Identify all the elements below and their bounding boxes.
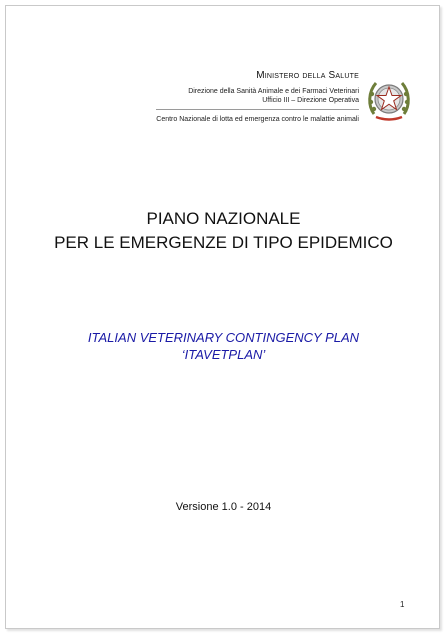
ministry-header — [156, 70, 359, 124]
ministry-name: Ministero della Salute — [256, 70, 359, 81]
document-subtitle — [0, 329, 447, 363]
page-number: 1 — [400, 600, 405, 609]
title-line-1: PIANO NAZIONALE — [146, 209, 301, 228]
office-name: Ufficio III – Direzione Operativa — [262, 97, 359, 104]
subtitle-line-2: ‘ITAVETPLAN’ — [181, 347, 266, 362]
italian-republic-emblem-icon — [364, 74, 414, 124]
version-label: Versione 1.0 - 2014 — [175, 501, 272, 513]
header-divider — [156, 109, 359, 110]
centre-name: Centro Nazionale di lotta ed emergenza contro le malattie animali — [156, 116, 359, 123]
directorate-name: Direzione della Sanità Animale e dei Farmaci Veterinari — [188, 88, 359, 95]
document-title — [0, 207, 447, 255]
subtitle-line-1: ITALIAN VETERINARY CONTINGENCY PLAN — [87, 330, 360, 345]
title-line-2: PER LE EMERGENZE DI TIPO EPIDEMICO — [54, 233, 393, 252]
